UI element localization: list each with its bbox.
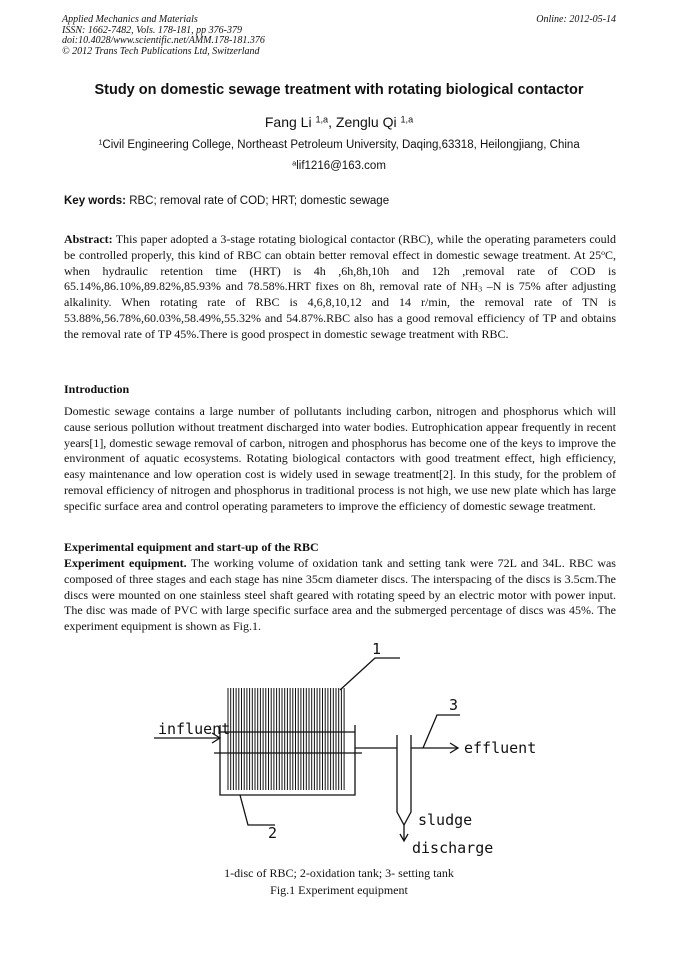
- introduction-text: Domestic sewage contains a large number of pollutants including carbon, nitrogen and phosphorus which will cause serious pollution without treatment discharged into water bodies. Eutrophication appear frequently in recent years[1], domestic sewage removal of carbon, nitrogen and phosphorus has become one of the keys to improve the environment of aquatic ecosystems. Rotating biological contactors with good treatment effect, high efficiency, easy maintenance and low operation cost is widely used in sewage treatment[2]. In this study, for the problem of removal efficiency of nitrogen and phosphorus in traditional process is not high, we use new plate which has large specific surface area and control operating parameters to improve the efficiency of domestic sewage treatment.: [64, 404, 616, 513]
- author-line: [0, 114, 678, 130]
- affiliation: [0, 139, 678, 151]
- abstract: [64, 232, 616, 343]
- abstract-text-1: This paper adopted a 3-stage rotating biological contactor (RBC), while the operating parameters could be controlled properly, this kind of RBC can obtain better removal effect in domestic sewage treatment. At 25: [64, 232, 616, 262]
- journal-header: [62, 15, 616, 57]
- author-2: Zenglu Qi: [335, 114, 401, 130]
- doi-line: doi:10.4028/www.scientific.net/AMM.178-181.376: [62, 35, 265, 46]
- leader-3: [423, 715, 460, 748]
- abstract-text-2: C, when hydraulic retention time (HRT) is 4h ,6h,8h,10h and 12h ,removal rate of COD is 65.14%,86.10%,89.82%,85.93% and 78.58%.HRT fixes on 8h, removal rate of NH: [64, 247, 616, 294]
- abstract-text-3: –N is 75% after adjusting alkalinity. When rotating rate of RBC is 4,6,8,10,12 and 14 r/min, the removal rate of TN is 53.88%,56.78%,60.03%,58.49%,55.32% and 54.87%.RBC also has a good removal efficiency of TP and obtains the removal rate of TP 45%.There is good prospect in domestic sewage treatment with RBC.: [64, 279, 616, 341]
- leader-2: [240, 795, 275, 825]
- rbc-equipment-figure: [140, 640, 540, 865]
- affiliation-text: Civil Engineering College, Northeast Petroleum University, Daqing,63318, Heilongjiang, China: [102, 139, 580, 151]
- experiment-equipment-label: Experiment equipment.: [64, 556, 187, 570]
- abstract-label: Abstract:: [64, 232, 113, 246]
- journal-name: Applied Mechanics and Materials: [62, 14, 198, 25]
- rbc-discs: [228, 688, 344, 790]
- label-2: 2: [268, 824, 278, 842]
- keywords-text: RBC; removal rate of COD; HRT; domestic sewage: [126, 195, 390, 207]
- setting-tank: [397, 735, 411, 825]
- experimental-text: [64, 556, 616, 635]
- email-address: lif1216@163.com: [296, 160, 386, 172]
- discharge-label: discharge: [412, 839, 494, 857]
- author-1: Fang Li: [264, 114, 316, 130]
- online-date: Online: 2012-05-14: [536, 14, 616, 25]
- author-separator: ,: [328, 114, 336, 130]
- author-2-affil: 1,a: [400, 114, 414, 125]
- issn-line: ISSN: 1662-7482, Vols. 178-181, pp 376-379: [62, 24, 242, 36]
- paper-title: Study on domestic sewage treatment with rotating biological contactor: [94, 82, 584, 98]
- sludge-label: sludge: [418, 811, 473, 829]
- figure-legend: 1-disc of RBC; 2-oxidation tank; 3- setting tank: [224, 866, 454, 880]
- affiliation-marker: 1: [98, 137, 103, 147]
- keywords: [64, 195, 616, 207]
- keywords-label: Key words:: [64, 195, 126, 207]
- influent-label: influent: [158, 720, 231, 738]
- experiment-equipment-text: The working volume of oxidation tank and setting tank were 72L and 34L. RBC was composed of three stages and each stage has nine 35cm diameter discs. The interspacing of the discs is 3.5cm.The discs were mounted on one stainless steel shaft geared with rotating speed by an electric motor with power input. The disc was made of PVC with large specific surface area and the submerged percentage of discs was 45%. The experiment equipment is shown as Fig.1.: [64, 556, 616, 634]
- experimental-heading: Experimental equipment and start-up of the RBC: [64, 540, 319, 554]
- nh3-subscript: 3: [478, 284, 483, 294]
- label-3: 3: [449, 696, 459, 714]
- email-line: [0, 160, 678, 172]
- effluent-label: effluent: [464, 739, 537, 757]
- figure-caption: Fig.1 Experiment equipment: [270, 883, 408, 897]
- leader-1: [340, 658, 400, 690]
- label-1: 1: [372, 640, 382, 658]
- author-1-affil: 1,a: [315, 114, 329, 125]
- introduction-heading: Introduction: [64, 382, 130, 396]
- copyright-line: © 2012 Trans Tech Publications Ltd, Switzerland: [62, 45, 260, 57]
- degree-sup: o: [601, 247, 605, 257]
- email-marker: a: [292, 158, 297, 168]
